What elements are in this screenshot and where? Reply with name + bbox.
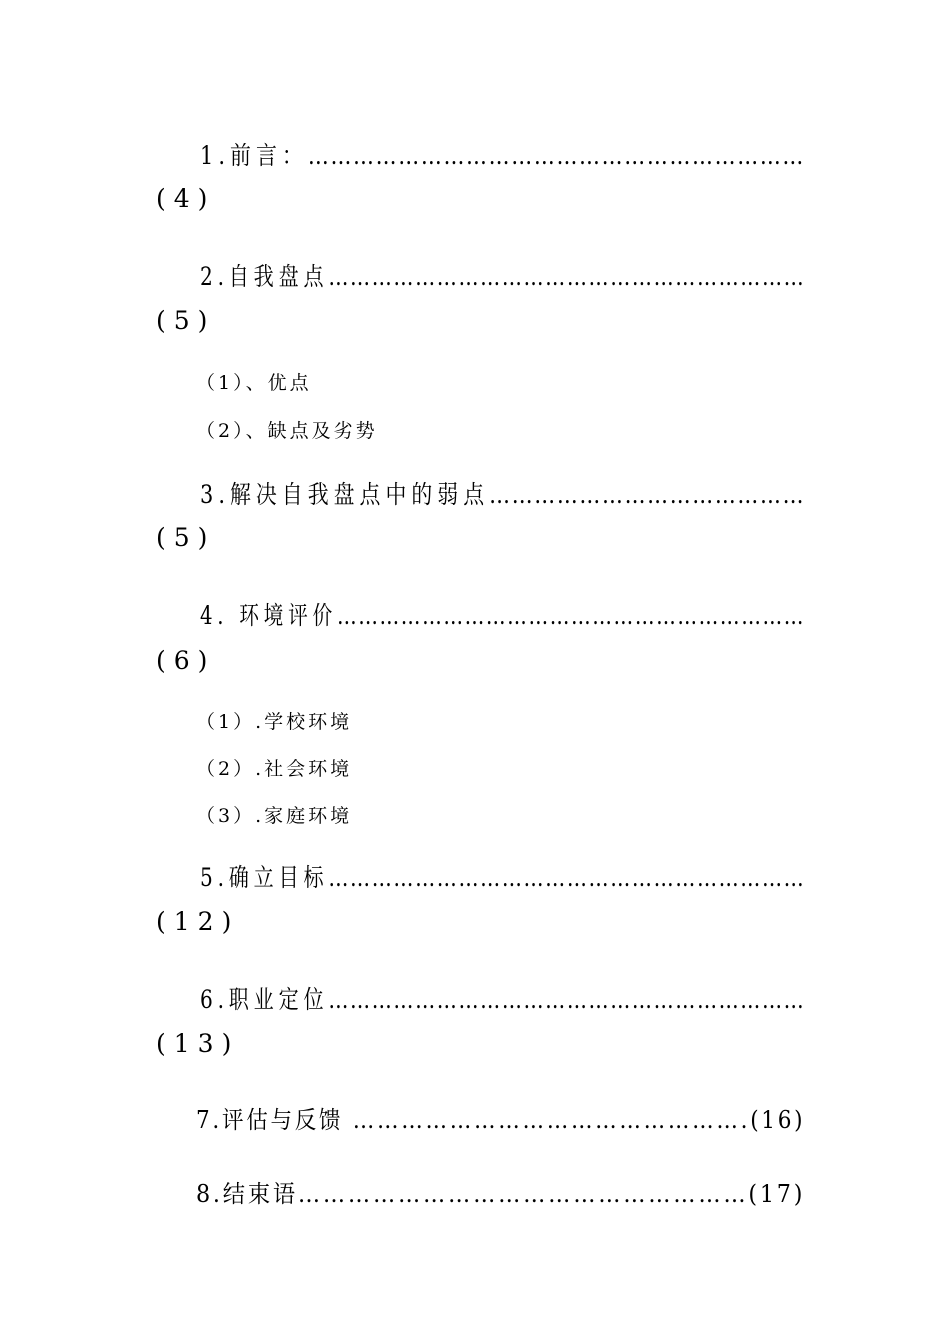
toc-item-1 (200, 136, 805, 172)
toc-item-label: 3.解决自我盘点中的弱点 (200, 480, 490, 509)
toc-leader-dots: ………………………………………………………… (328, 262, 806, 291)
toc-sub-item: （3）.家庭环境 (196, 805, 353, 827)
toc-sub-item: （1）.学校环境 (196, 711, 353, 733)
toc-leader-dots: ………………………………………………………… (328, 863, 806, 892)
toc-leader-dots: ………………………………………………………… (307, 141, 806, 170)
toc-item-label: 4. 环境评价 (200, 601, 337, 630)
toc-item-4 (200, 596, 805, 632)
toc-item-label: 1.前言： (200, 141, 308, 170)
toc-page-number: (6) (156, 646, 216, 675)
toc-sub-item: （2）.社会环境 (196, 758, 353, 780)
toc-page-number: (5) (156, 306, 216, 335)
toc-item-7: 7.评估与反馈 ………………………………………….(16) (196, 1106, 806, 1134)
toc-sub-item: （2）、缺点及劣势 (196, 420, 378, 442)
toc-item-label: 2.自我盘点 (200, 262, 329, 291)
toc-page-number: (5) (156, 523, 216, 552)
toc-page-number: (4) (156, 184, 216, 213)
toc-item-label: 5.确立目标 (200, 863, 329, 892)
toc-item-2 (200, 257, 805, 293)
toc-page-number: (13) (156, 1029, 240, 1058)
toc-item-8: 8.结束语………………………………………………(17) (196, 1180, 806, 1208)
toc-leader-dots: …………………………………… (489, 480, 806, 509)
toc-item-5 (200, 858, 805, 894)
toc-leader-dots: ………………………………………………………… (336, 601, 806, 630)
toc-page-number: (12) (156, 907, 240, 936)
toc-item-6 (200, 980, 805, 1016)
toc-leader-dots: ………………………………………………………… (328, 985, 806, 1014)
toc-item-3 (200, 475, 805, 511)
toc-sub-item: （1）、优点 (196, 372, 312, 394)
toc-item-label: 6.职业定位 (200, 985, 329, 1014)
